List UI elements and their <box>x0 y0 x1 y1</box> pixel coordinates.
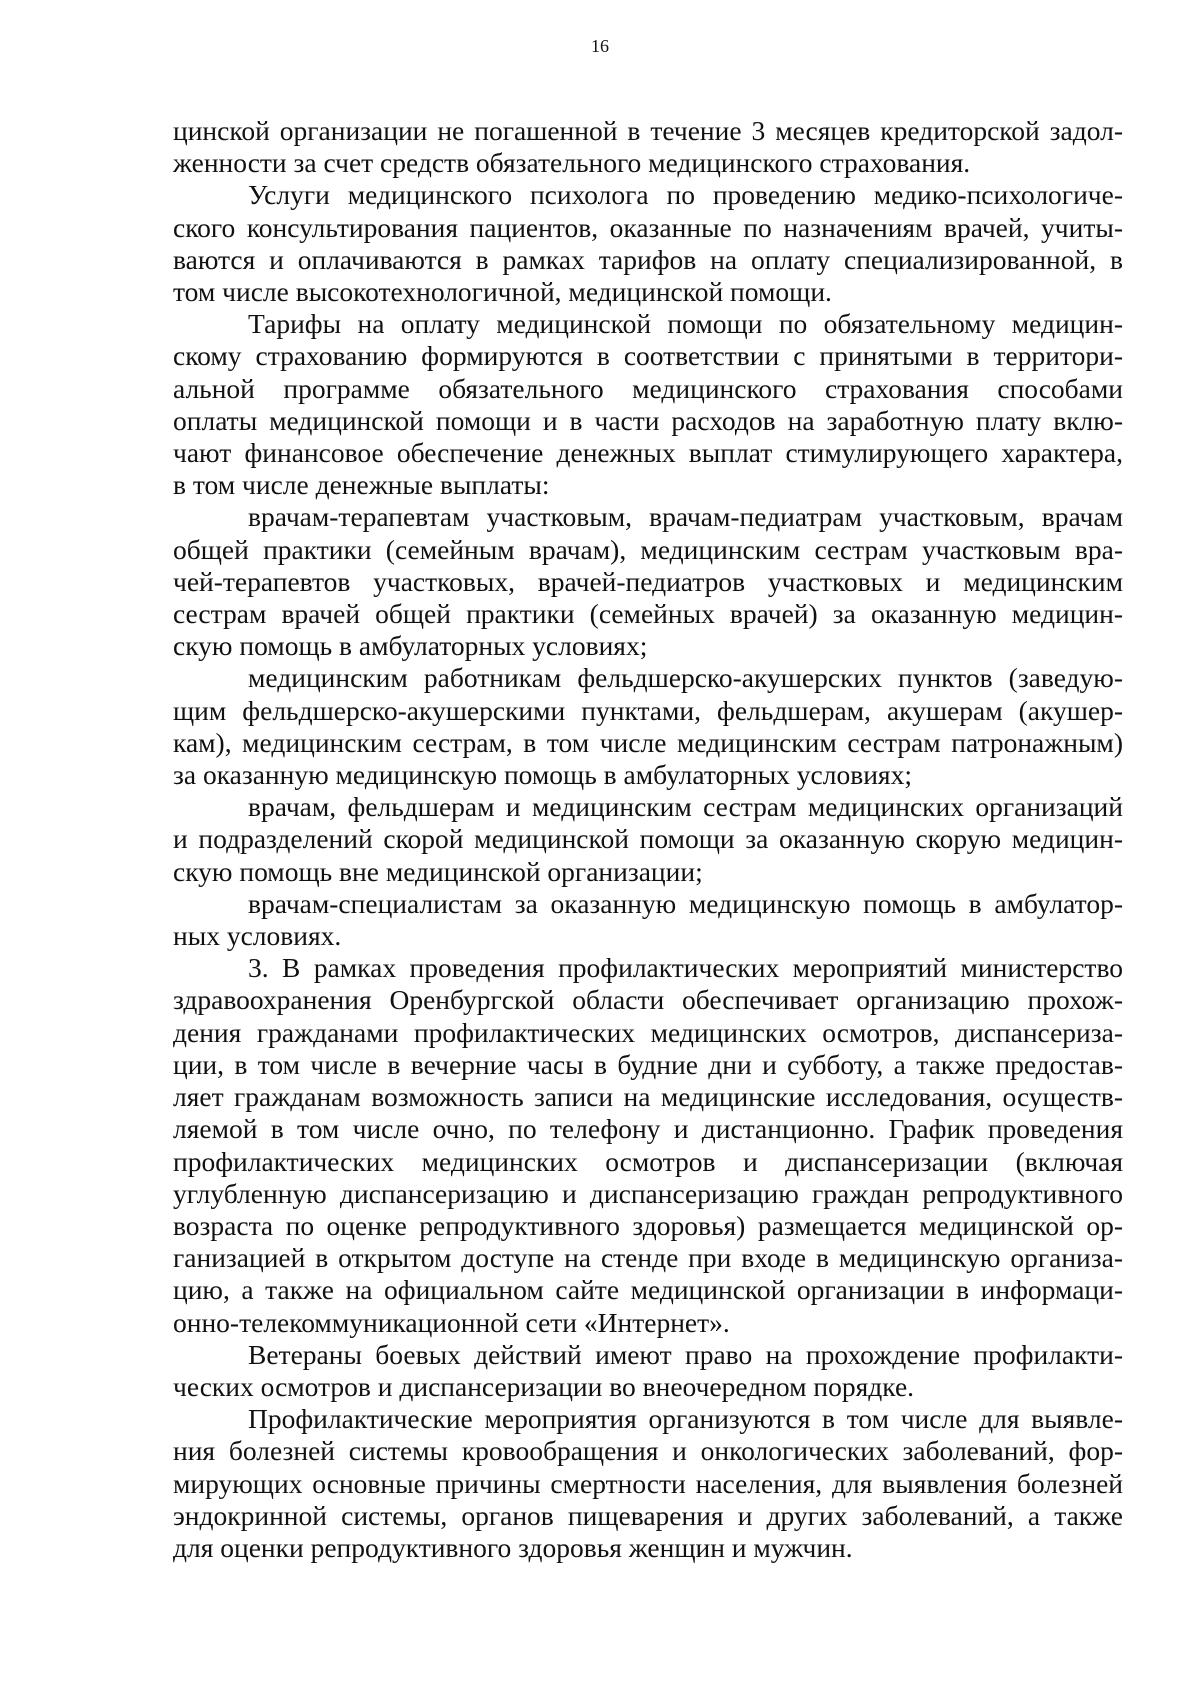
text-line: здравоохранения Оренбургской области обеспечивает организацию прохож- <box>173 984 1123 1016</box>
text-line: врачам, фельдшерам и медицинским сестрам медицинских организаций <box>248 791 1123 823</box>
text-line: щим фельдшерско-акушерскими пунктами, фельдшерам, акушерам (акушер- <box>173 694 1123 726</box>
text-line: ляемой в том числе очно, по телефону и дистанционно. График проведения <box>173 1113 1123 1145</box>
text-line: сестрам врачей общей практики (семейных врачей) за оказанную медицин- <box>173 598 1123 630</box>
text-line: оплаты медицинской помощи и в части расходов на заработную плату вклю- <box>173 404 1123 436</box>
text-line: ных условиях. <box>173 920 342 952</box>
paragraph <box>173 115 1123 179</box>
paragraph <box>173 1339 1123 1403</box>
text-line: Услуги медицинского психолога по проведению медико-психологиче- <box>248 179 1123 211</box>
paragraph <box>173 662 1123 791</box>
text-line: Тарифы на оплату медицинской помощи по обязательному медицин- <box>248 308 1123 340</box>
text-line: Ветераны боевых действий имеют право на прохождение профилакти- <box>248 1338 1123 1370</box>
text-line: скую помощь в амбулаторных условиях; <box>173 630 648 662</box>
text-line: за оказанную медицинскую помощь в амбулаторных условиях; <box>173 759 912 791</box>
text-line: женности за счет средств обязательного медицинского страхования. <box>173 147 971 179</box>
text-line: медицинским работникам фельдшерско-акушерских пунктов (заведую- <box>248 662 1123 694</box>
text-line: кам), медицинским сестрам, в том числе медицинским сестрам патронажным) <box>173 726 1123 758</box>
text-line: общей практики (семейным врачам), медицинским сестрам участковым вра- <box>173 533 1123 565</box>
paragraph <box>173 952 1123 1338</box>
text-line: ляет гражданам возможность записи на медицинские исследования, осуществ- <box>173 1081 1123 1113</box>
text-line: в том числе денежные выплаты: <box>173 469 550 501</box>
paragraph <box>173 308 1123 501</box>
text-line: ческих осмотров и диспансеризации во внеочередном порядке. <box>173 1370 915 1402</box>
document-body <box>173 115 1123 1564</box>
text-line: чей-терапевтов участковых, врачей-педиатров участковых и медицинским <box>173 565 1123 597</box>
text-line: ния болезней системы кровообращения и онкологических заболеваний, фор- <box>173 1435 1123 1467</box>
text-line: мирующих основные причины смертности населения, для выявления болезней <box>173 1467 1123 1499</box>
text-line: и подразделений скорой медицинской помощи за оказанную скорую медицин- <box>173 823 1123 855</box>
paragraph <box>173 791 1123 888</box>
text-line: углубленную диспансеризацию и диспансеризацию граждан репродуктивного <box>173 1177 1123 1209</box>
text-line: Профилактические мероприятия организуются в том числе для выявле- <box>248 1403 1123 1435</box>
text-line: врачам-специалистам за оказанную медицинскую помощь в амбулатор- <box>248 887 1123 919</box>
text-line: чают финансовое обеспечение денежных выплат стимулирующего характера, <box>173 437 1123 469</box>
text-line: онно-телекоммуникационной сети «Интернет». <box>173 1306 730 1338</box>
text-line: том числе высокотехнологичной, медицинской помощи. <box>173 276 832 308</box>
text-line: скую помощь вне медицинской организации; <box>173 855 703 887</box>
paragraph <box>173 179 1123 308</box>
text-line: профилактических медицинских осмотров и диспансеризации (включая <box>173 1145 1123 1177</box>
text-line: цинской организации не погашенной в течение 3 месяцев кредиторской задол- <box>173 115 1123 146</box>
text-line: эндокринной системы, органов пищеварения и других заболеваний, а также <box>173 1499 1123 1531</box>
page-number: 16 <box>591 36 609 56</box>
text-line: 3. В рамках проведения профилактических мероприятий министерство <box>248 952 1123 984</box>
text-line: ского консультирования пациентов, оказанные по назначениям врачей, учиты- <box>173 211 1123 243</box>
text-line: цию, а также на официальном сайте медицинской организации в информаци- <box>173 1274 1123 1306</box>
paragraph <box>173 501 1123 662</box>
text-line: ваются и оплачиваются в рамках тарифов на оплату специализированной, в <box>173 243 1123 275</box>
text-line: врачам-терапевтам участковым, врачам-педиатрам участковым, врачам <box>248 501 1123 533</box>
text-line: ции, в том числе в вечерние часы в будние дни и субботу, а также предостав- <box>173 1048 1123 1080</box>
text-line: альной программе обязательного медицинского страхования способами <box>173 372 1123 404</box>
text-line: ганизацией в открытом доступе на стенде при входе в медицинскую организа- <box>173 1242 1123 1274</box>
text-line: для оценки репродуктивного здоровья женщин и мужчин. <box>173 1531 853 1563</box>
text-line: дения гражданами профилактических медицинских осмотров, диспансериза- <box>173 1016 1123 1048</box>
text-line: скому страхованию формируются в соответствии с принятыми в территори- <box>173 340 1123 372</box>
paragraph <box>173 888 1123 952</box>
paragraph <box>173 1403 1123 1564</box>
text-line: возраста по оценке репродуктивного здоровья) размещается медицинской ор- <box>173 1209 1123 1241</box>
